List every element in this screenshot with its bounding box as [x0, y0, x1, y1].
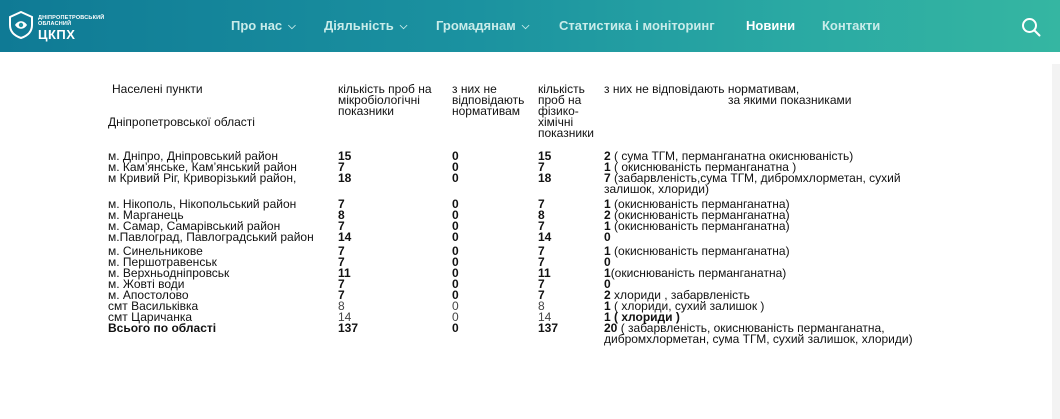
settlement-name: м. Жовті води: [108, 277, 185, 291]
micro-samples: 15: [338, 149, 352, 163]
settlement-name: м. Кам’янське, Кам’янський район: [108, 160, 297, 174]
header-micro-samples: кількість проб на мікробіологічні показники: [338, 82, 432, 118]
micro-noncompliant: 0: [452, 208, 459, 222]
micro-samples: 7: [338, 160, 345, 174]
header-chem-samples: кількість проб на фізико-хімічні показники: [538, 82, 595, 140]
table-header-row: [108, 84, 946, 139]
total-chem-noncompliant: 20 ( забарвленість, окиснюваність перманганатна, дибромхлорметан, сума ТГМ, сухий залишок, хлориди): [604, 321, 913, 346]
chem-samples: 7: [538, 197, 545, 211]
total-chem-samples: 137: [538, 321, 559, 335]
chem-samples: 7: [538, 244, 545, 258]
micro-samples: 7: [338, 244, 345, 258]
total-micro-noncompliant: 0: [452, 321, 459, 335]
chem-noncompliant: 0: [604, 255, 611, 269]
settlement-name: смт Васильківка: [108, 299, 199, 313]
logo-subtitle: ДНІПРОПЕТРОВСЬКИЙ ОБЛАСНИЙ: [38, 15, 105, 27]
table-row: [108, 268, 946, 279]
micro-noncompliant: 0: [452, 197, 459, 211]
chem-noncompliant: 1 (окиснюваність перманганатна): [604, 219, 790, 233]
chem-noncompliant: 2 хлориди , забарвленість: [604, 288, 750, 302]
nav-item-contacts[interactable]: Контакти: [822, 18, 881, 33]
scrollbar[interactable]: [1052, 64, 1060, 419]
total-label: Всього по області: [108, 321, 217, 335]
site-logo[interactable]: [8, 11, 108, 45]
chem-samples: 8: [538, 208, 545, 222]
settlement-name: м Кривий Ріг, Криворізький район,: [108, 171, 297, 185]
chem-noncompliant: 1 (окиснюваність перманганатна): [604, 244, 790, 258]
chem-samples: 14: [538, 230, 552, 244]
table-row: [108, 257, 946, 268]
chem-noncompliant: 0: [604, 230, 611, 244]
micro-noncompliant: 0: [452, 310, 459, 324]
settlement-name: м. Першотравенськ: [108, 255, 217, 269]
chem-noncompliant: 2 (окиснюваність перманганатна): [604, 208, 790, 222]
chem-samples: 7: [538, 255, 545, 269]
table-row: [108, 301, 946, 312]
chevron-down-icon: ⌵: [288, 21, 296, 32]
table-row: [108, 279, 946, 290]
settlement-name: м. Самар, Самарівський район: [108, 219, 281, 233]
micro-samples: 18: [338, 171, 352, 185]
micro-samples: 14: [338, 230, 352, 244]
settlement-name: м. Марганець: [108, 208, 184, 222]
settlement-name: смт Царичанка: [108, 310, 193, 324]
table-row: [108, 290, 946, 301]
table-row: [108, 246, 946, 257]
micro-noncompliant: 0: [452, 288, 459, 302]
micro-noncompliant: 0: [452, 230, 459, 244]
chem-noncompliant: 1(окиснюваність перманганатна): [604, 266, 787, 280]
chem-samples: 14: [538, 310, 552, 324]
settlement-name: м.Павлоград, Павлоградський район: [108, 230, 314, 244]
chem-samples: 7: [538, 160, 545, 174]
micro-noncompliant: 0: [452, 299, 459, 313]
chevron-down-icon: ⌵: [399, 21, 408, 32]
header-micro-noncompliant: з них не відповідають нормативам: [452, 82, 525, 118]
table-row: [108, 199, 946, 210]
micro-noncompliant: 0: [452, 266, 459, 280]
chem-samples: 7: [538, 277, 545, 291]
nav-item-news[interactable]: Новини: [746, 18, 796, 33]
header-settlements: Населені пункти Дніпропетровської області: [108, 82, 255, 129]
chem-noncompliant: 1 ( хлориди, сухий залишок ): [604, 299, 765, 313]
logo-icon: [8, 11, 34, 39]
micro-samples: 7: [338, 197, 345, 211]
table-row: [108, 173, 946, 195]
table-row: [108, 232, 946, 243]
settlement-name: м. Нікополь, Нікопольський район: [108, 197, 297, 211]
micro-samples: 8: [338, 208, 345, 222]
nav-item-citizens[interactable]: Громадянам ⌵: [436, 18, 530, 33]
micro-samples: 7: [338, 277, 345, 291]
micro-samples: 7: [338, 255, 345, 269]
micro-noncompliant: 0: [452, 255, 459, 269]
nav-item-statistics[interactable]: Статистика і моніторинг: [559, 18, 715, 33]
logo-title: ЦКПХ: [38, 27, 76, 42]
chem-noncompliant: 2 ( сума ТГМ, перманганатна окиснюваність): [604, 149, 854, 163]
chem-samples: 8: [538, 299, 545, 313]
settlement-name: м. Синельникове: [108, 244, 203, 258]
micro-samples: 7: [338, 288, 345, 302]
chevron-down-icon: ⌵: [521, 21, 530, 32]
chem-noncompliant: 1 ( окиснюваність перманганатна ): [604, 160, 797, 174]
nav-item-activity[interactable]: Діяльність ⌵: [324, 18, 408, 33]
micro-samples: 14: [338, 310, 352, 324]
total-micro-samples: 137: [338, 321, 359, 335]
micro-noncompliant: 0: [452, 149, 459, 163]
water-quality-table: [108, 84, 946, 345]
header-chem-noncompliant: з них не відповідають нормативам, за якими показниками: [604, 82, 852, 107]
table-total-row: [108, 323, 946, 345]
micro-noncompliant: 0: [452, 160, 459, 174]
micro-noncompliant: 0: [452, 171, 459, 185]
micro-samples: 11: [338, 266, 351, 280]
micro-noncompliant: 0: [452, 244, 459, 258]
chem-samples: 11: [538, 266, 551, 280]
chem-samples: 7: [538, 219, 545, 233]
chem-noncompliant: 1 (окиснюваність перманганатна): [604, 197, 790, 211]
nav-item-about[interactable]: Про нас ⌵: [231, 18, 296, 33]
chem-samples: 7: [538, 288, 545, 302]
top-navigation-bar: [0, 0, 1060, 52]
micro-samples: 8: [338, 299, 345, 313]
search-icon[interactable]: [1021, 17, 1041, 37]
chem-samples: 15: [538, 149, 552, 163]
chem-noncompliant: 0: [604, 277, 611, 291]
micro-noncompliant: 0: [452, 277, 459, 291]
chem-noncompliant: 7 (забарвленість,сума ТГМ, дибромхлорметан, сухий залишок, хлориди): [604, 171, 901, 196]
settlement-name: м. Дніпро, Дніпровський район: [108, 149, 278, 163]
chem-samples: 18: [538, 171, 552, 185]
micro-samples: 7: [338, 219, 345, 233]
settlement-name: м. Верхньодніпровськ: [108, 266, 230, 280]
settlement-name: м. Апостолово: [108, 288, 189, 302]
micro-noncompliant: 0: [452, 219, 459, 233]
chem-noncompliant: 1 ( хлориди ): [604, 310, 680, 324]
